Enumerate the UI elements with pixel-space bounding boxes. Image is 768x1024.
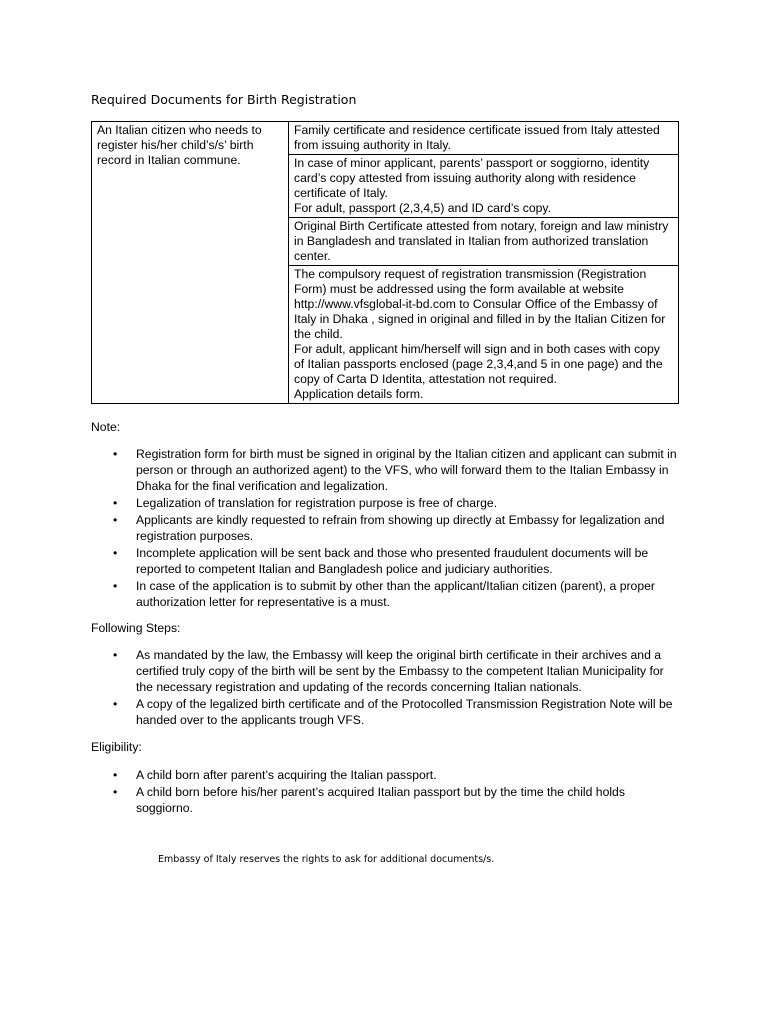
list-item: • Registration form for birth must be signed in original by the Italian citizen and applicant can submit in person or through an authorized agent) to the VFS, who will forward them to the Italian Embassy in Dhaka for the final verification and legalization.	[91, 446, 681, 494]
note-heading: Note:	[91, 420, 121, 434]
document-cell	[289, 218, 679, 266]
document-cell	[289, 122, 679, 155]
document-cell	[289, 155, 679, 218]
list-item: • A child born before his/her parent’s acquired Italian passport but by the time the child holds soggiorno.	[91, 784, 681, 816]
list-item: • Legalization of translation for registration purpose is free of charge.	[91, 495, 681, 511]
cell-text: Application details form.	[294, 387, 424, 401]
cell-text: Family certificate and residence certificate issued from Italy attested from issuing authority in Italy.	[294, 123, 660, 152]
note-list	[91, 446, 681, 611]
list-item: • A child born after parent’s acquiring the Italian passport.	[91, 767, 681, 783]
cell-text: Original Birth Certificate attested from notary, foreign and law ministry in Bangladesh and translated in Italian from authorized translation center.	[294, 219, 669, 263]
list-item: • Incomplete application will be sent back and those who presented fraudulent documents will be reported to competent Italian and Bangladesh police and judiciary authorities.	[91, 545, 681, 577]
document-cell	[289, 266, 679, 404]
list-item: • A copy of the legalized birth certificate and of the Protocolled Transmission Registration Note will be handed over to the applicants trough VFS.	[91, 696, 681, 728]
list-item: • Applicants are kindly requested to refrain from showing up directly at Embassy for legalization and registration purposes.	[91, 512, 681, 544]
list-item: • In case of the application is to submit by other than the applicant/Italian citizen (parent), a proper authorization letter for representative is a must.	[91, 578, 681, 610]
cell-text: The compulsory request of registration transmission (Registration Form) must be addressed using the form available at website http://www.vfsglobal-it-bd.com to Consular Office of the Embassy of Italy in Dhaka , signed in original and filled in by the Italian Citizen for the child.	[294, 267, 666, 341]
steps-list	[91, 647, 681, 729]
page-title: Required Documents for Birth Registration	[91, 92, 357, 107]
following-steps-heading: Following Steps:	[91, 621, 181, 635]
footer-note: Embassy of Italy reserves the rights to ask for additional documents/s.	[158, 854, 495, 865]
table-row	[92, 122, 679, 155]
eligibility-list	[91, 767, 681, 817]
required-documents-table	[91, 121, 679, 404]
cell-text: For adult, applicant him/herself will sign and in both cases with copy of Italian passports enclosed (page 2,3,4,and 5 in one page) and the copy of Carta D Identita, attestation not required.	[294, 342, 663, 386]
applicant-cell: An Italian citizen who needs to register his/her child’s/s’ birth record in Italian commune.	[92, 122, 289, 404]
cell-text: In case of minor applicant, parents’ passport or soggiorno, identity card’s copy attested from issuing authority along with residence certificate of Italy.	[294, 156, 650, 200]
eligibility-heading: Eligibility:	[91, 740, 142, 754]
list-item: • As mandated by the law, the Embassy will keep the original birth certificate in their archives and a certified truly copy of the birth will be sent by the Embassy to the competent Italian Municipality for the necessary registration and updating of the records concerning Italian nationals.	[91, 647, 681, 695]
cell-text: For adult, passport (2,3,4,5) and ID card’s copy.	[294, 201, 551, 215]
